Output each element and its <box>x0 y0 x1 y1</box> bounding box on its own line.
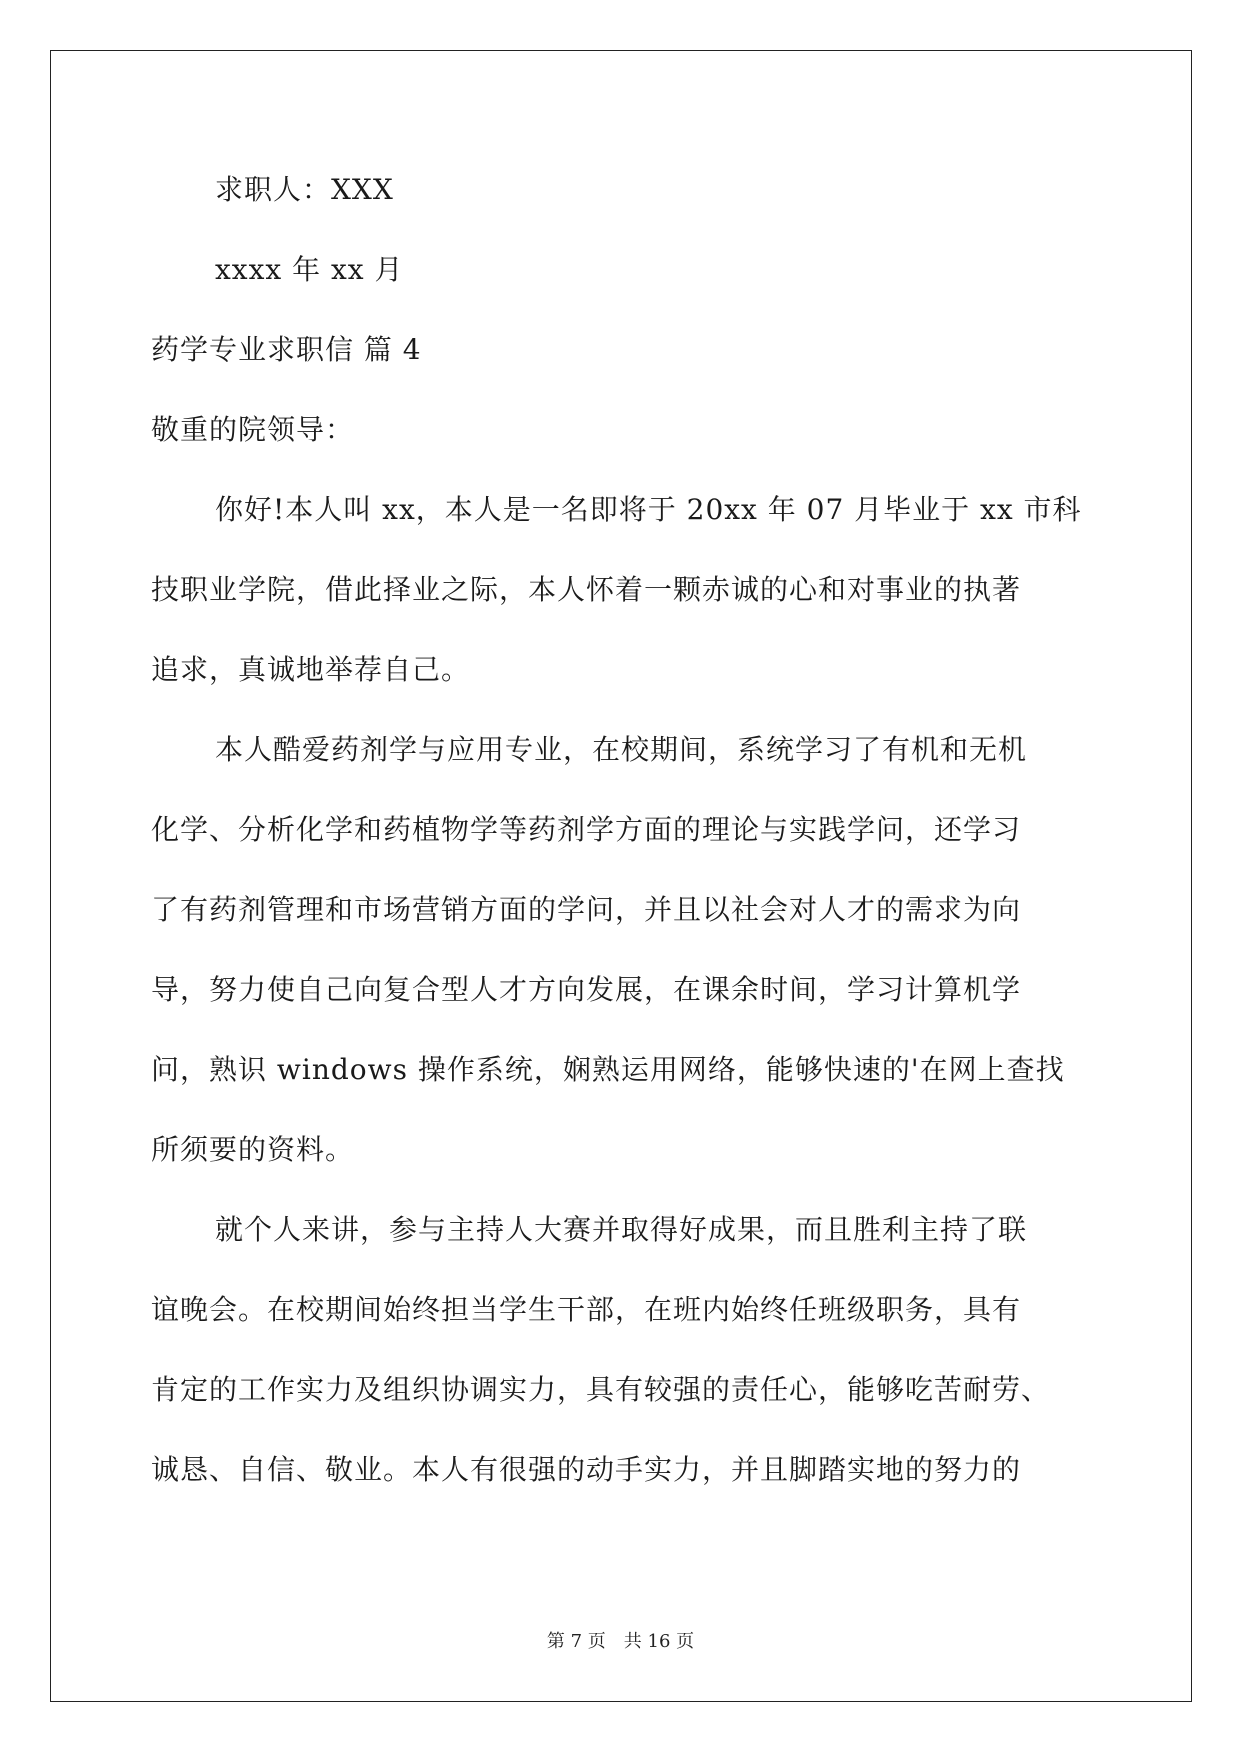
paragraph-line: 肯定的工作实力及组织协调实力，具有较强的责任心，能够吃苦耐劳、 <box>151 1373 1051 1406</box>
page-number-footer: 第 7 页 共 16 页 <box>546 1631 695 1652</box>
paragraph-line: 诚恳、自信、敬业。本人有很强的动手实力，并且脚踏实地的努力的 <box>151 1453 1022 1486</box>
paragraph-line: 追求，真诚地举荐自己。 <box>151 653 471 686</box>
paragraph-line: 谊晚会。在校期间始终担当学生干部，在班内始终任班级职务，具有 <box>151 1293 1022 1326</box>
paragraph-line: 了有药剂管理和市场营销方面的学问，并且以社会对人才的需求为向 <box>151 893 1022 926</box>
paragraph-line: 技职业学院，借此择业之际，本人怀着一颗赤诚的心和对事业的执著 <box>151 573 1022 606</box>
section-title: 药学专业求职信 篇 4 <box>151 333 422 366</box>
salutation: 敬重的院领导： <box>151 413 355 446</box>
paragraph-line: 所须要的资料。 <box>151 1133 355 1166</box>
paragraph-line: 化学、分析化学和药植物学等药剂学方面的理论与实践学问，还学习 <box>151 813 1022 846</box>
paragraph-line: 本人酷爱药剂学与应用专业，在校期间，系统学习了有机和无机 <box>215 733 1028 766</box>
paragraph-line: 问，熟识 windows 操作系统，娴熟运用网络，能够快速的'在网上查找 <box>151 1053 1065 1086</box>
paragraph-line: 你好!本人叫 xx，本人是一名即将于 20xx 年 07 月毕业于 xx 市科 <box>215 493 1082 526</box>
applicant-signature: 求职人：XXX <box>215 173 394 206</box>
signature-date: xxxx 年 xx 月 <box>215 253 404 286</box>
paragraph-line: 就个人来讲，参与主持人大赛并取得好成果，而且胜利主持了联 <box>215 1213 1028 1246</box>
paragraph-line: 导，努力使自己向复合型人才方向发展，在课余时间，学习计算机学 <box>151 973 1022 1006</box>
